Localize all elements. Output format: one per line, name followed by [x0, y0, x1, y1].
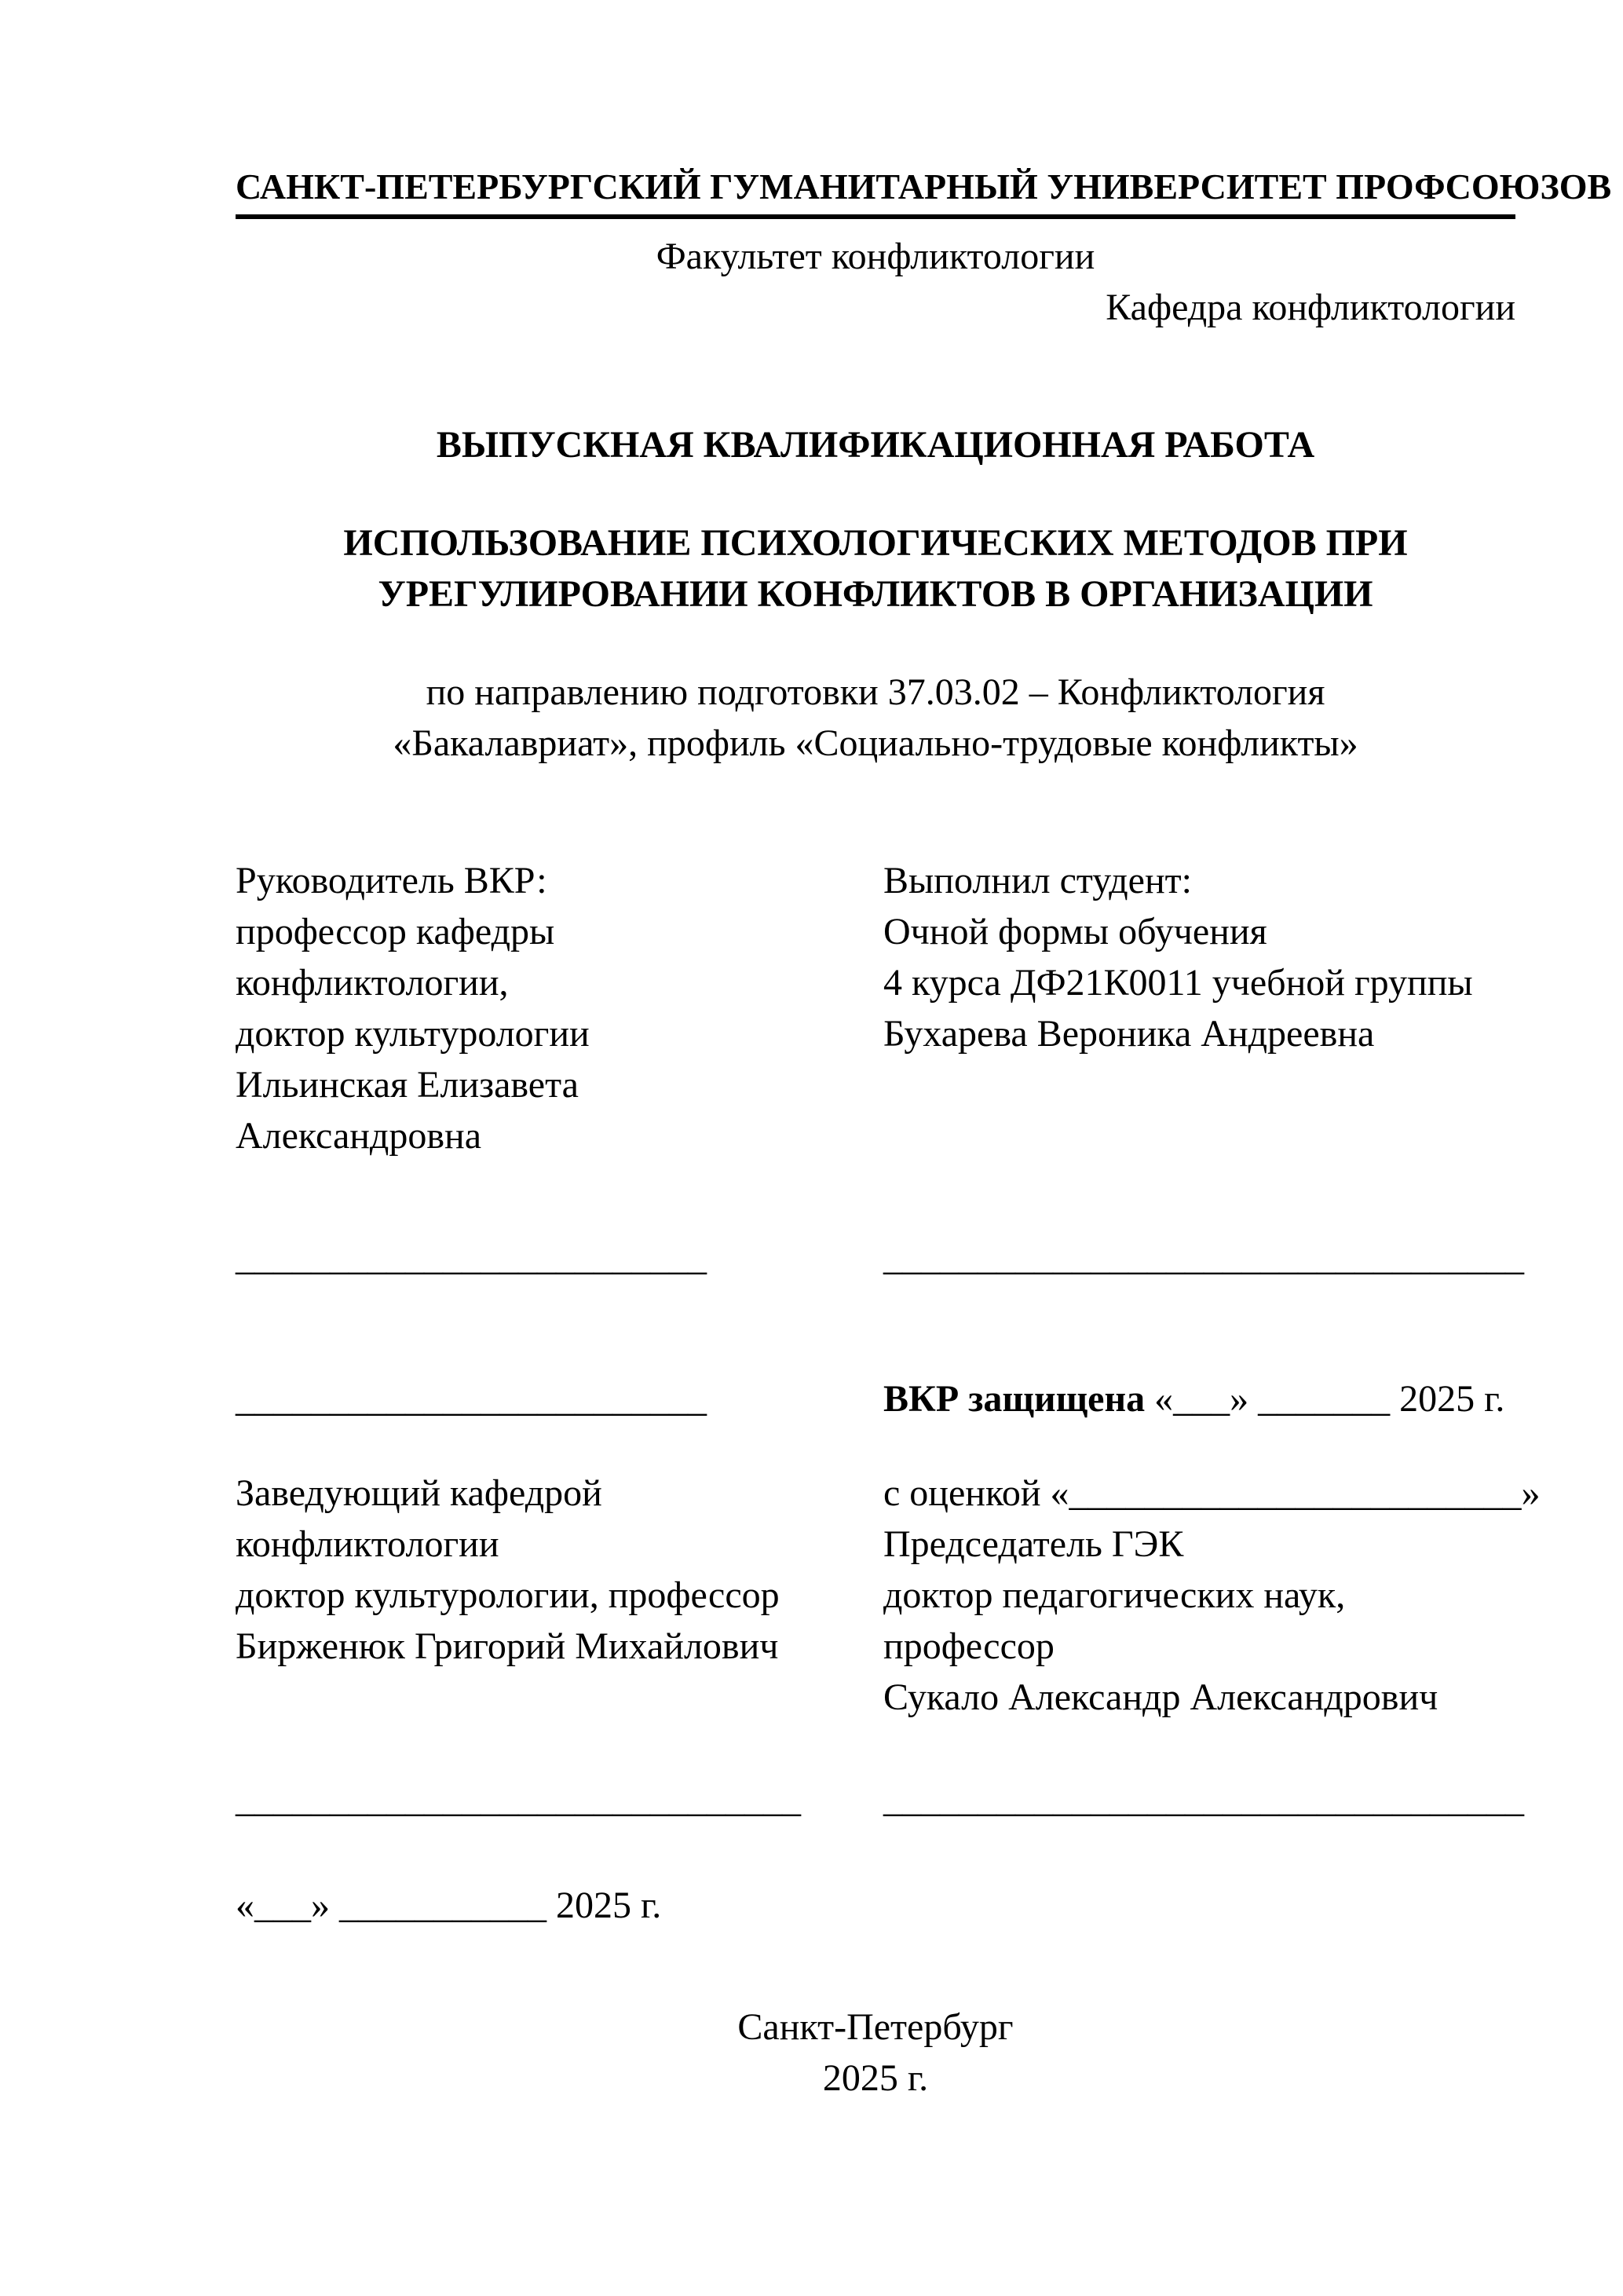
- signature-line: _________________________: [236, 1378, 707, 1420]
- signature-row-2: [236, 1373, 1515, 1424]
- student-column: [883, 855, 1515, 1161]
- faculty-line: Факультет конфликтологии: [656, 236, 1095, 277]
- date-blank-line: «___» ___________ 2025 г.: [236, 1885, 662, 1926]
- department-head-title-line1: Заведующий кафедрой: [236, 1472, 602, 1514]
- department-head-title-line2: конфликтологии: [236, 1523, 499, 1565]
- student-signature-line: __________________________________: [883, 1237, 1524, 1278]
- officials-block: [236, 1468, 1541, 1723]
- thesis-title: [236, 517, 1515, 620]
- supervisor-name-line2: Александровна: [236, 1115, 482, 1157]
- program-info: [236, 667, 1515, 769]
- year-line: 2025 г.: [822, 2057, 929, 2099]
- committee-chair-rank: профессор: [883, 1625, 1055, 1667]
- program-profile-line: «Бакалавриат», профиль «Социально-трудовые конфликты»: [393, 722, 1358, 764]
- department-head-signature-line: ______________________________: [236, 1779, 801, 1820]
- supervisor-position-line2: конфликтологии,: [236, 962, 509, 1004]
- supervisor-degree: доктор культурологии: [236, 1013, 590, 1055]
- committee-chair-degree: доктор педагогических наук,: [883, 1574, 1346, 1616]
- student-group: 4 курса ДФ21К0011 учебной группы: [883, 962, 1473, 1004]
- student-label: Выполнил студент:: [883, 860, 1192, 901]
- department-head-column: [236, 1468, 883, 1723]
- student-study-form: Очной формы обучения: [883, 911, 1267, 952]
- date-row: [236, 1880, 1515, 1931]
- supervisor-signature-line: _________________________: [236, 1237, 707, 1278]
- defended-line: [883, 1373, 1515, 1424]
- committee-chair-name: Сукало Александр Александрович: [883, 1676, 1438, 1718]
- defended-label: ВКР защищена: [883, 1378, 1146, 1420]
- work-type-title: ВЫПУСКНАЯ КВАЛИФИКАЦИОННАЯ РАБОТА: [436, 424, 1315, 466]
- committee-chair-signature-line: __________________________________: [883, 1779, 1524, 1820]
- supervisor-label: Руководитель ВКР:: [236, 860, 547, 901]
- signature-row-3: [236, 1774, 1524, 1825]
- department-head-degree: доктор культурологии, профессор: [236, 1574, 780, 1616]
- committee-chair-label: Председатель ГЭК: [883, 1523, 1184, 1565]
- supervisor-column: [236, 855, 883, 1161]
- department-head-name: Бирженюк Григорий Михайлович: [236, 1625, 779, 1667]
- department-line: Кафедра конфликтологии: [1106, 287, 1515, 328]
- thesis-title-line1: ИСПОЛЬЗОВАНИЕ ПСИХОЛОГИЧЕСКИХ МЕТОДОВ ПРИ: [343, 522, 1408, 564]
- university-name: САНКТ-ПЕТЕРБУРГСКИЙ ГУМАНИТАРНЫЙ УНИВЕРСИТЕТ ПРОФСОЮЗОВ: [236, 165, 1515, 219]
- committee-column: [883, 1468, 1541, 1723]
- signature-row-1: [236, 1232, 1524, 1283]
- defended-date-blank: «___» _______ 2025 г.: [1154, 1378, 1505, 1420]
- page-header: [236, 165, 1612, 333]
- people-block: [236, 855, 1515, 1161]
- city-block: [236, 2002, 1515, 2104]
- supervisor-name-line1: Ильинская Елизавета: [236, 1064, 579, 1106]
- supervisor-position-line1: профессор кафедры: [236, 911, 555, 952]
- grade-blank-line: с оценкой «________________________»: [883, 1472, 1541, 1514]
- student-name: Бухарева Вероника Андреевна: [883, 1013, 1375, 1055]
- city-line: Санкт-Петербург: [737, 2006, 1014, 2048]
- thesis-title-line2: УРЕГУЛИРОВАНИИ КОНФЛИКТОВ В ОРГАНИЗАЦИИ: [378, 573, 1373, 615]
- program-direction-line: по направлению подготовки 37.03.02 – Конфликтология: [426, 671, 1325, 713]
